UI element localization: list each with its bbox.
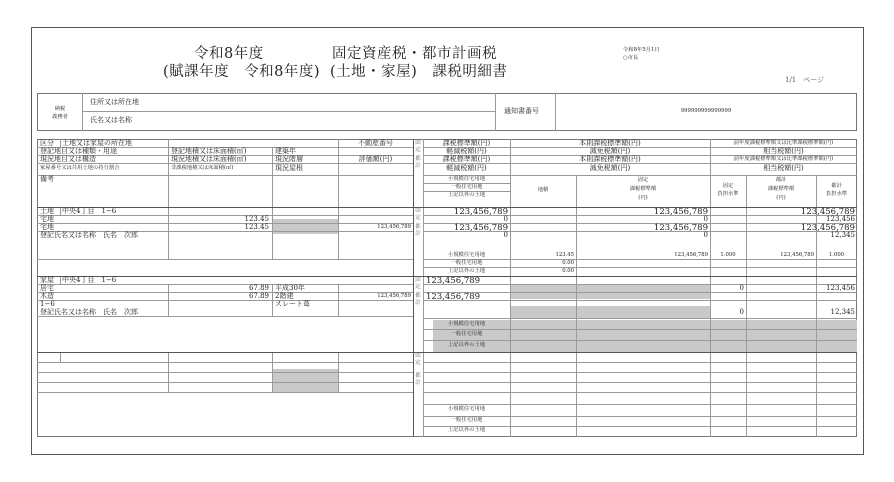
header-fixed-base-3: (円) bbox=[638, 195, 648, 201]
house-roof: スレート葺 bbox=[275, 300, 310, 308]
land-city-label: 都計 bbox=[415, 224, 421, 237]
header-city-base-3: (円) bbox=[776, 195, 786, 201]
land-fixed-equiv: 123,456 bbox=[826, 215, 855, 223]
house-fixed-tax-base: 123,456,789 bbox=[426, 276, 481, 286]
header-main-base-fixed: 本則課税標準額(円) bbox=[579, 139, 641, 147]
land-registered-area: 123.45 bbox=[244, 215, 269, 223]
empty-city-label: 都計 bbox=[415, 373, 421, 386]
house-note: 登記氏名又は名称 氏名 次郎 bbox=[40, 308, 138, 316]
fixed-label: 固定 bbox=[415, 140, 421, 153]
issuer-name: ○市長 bbox=[623, 55, 639, 61]
tax-name-title: 固定資産税・都市計画税 bbox=[332, 46, 497, 62]
header-reduced-city: 軽減税額(円) bbox=[446, 164, 487, 172]
land-city-prev: 123,456,789 bbox=[800, 223, 855, 233]
house-year: 平成30年 bbox=[275, 284, 305, 292]
house-general-residential-label: 一般住宅用地 bbox=[450, 331, 483, 337]
header-city-base-2: 課税標準額 bbox=[767, 186, 795, 192]
header-roof: 現況屋根 bbox=[275, 164, 303, 172]
house-registered-area: 67.89 bbox=[248, 284, 269, 292]
header-reduced-fixed: 軽減税額(円) bbox=[446, 147, 487, 155]
notice-number-label: 通知書番号 bbox=[504, 107, 539, 115]
house-small-residential-label: 小規模住宅用地 bbox=[447, 321, 486, 327]
land-note: 登記氏名又は名称 氏名 次郎 bbox=[40, 231, 138, 239]
issue-date: 令和8年5月1日 bbox=[623, 47, 660, 53]
address-label: 住所又は所在地 bbox=[90, 98, 139, 106]
header-current-use: 現況地目又は構造 bbox=[40, 155, 96, 163]
house-valuation: 123,456,789 bbox=[377, 293, 411, 299]
empty-fixed-label: 固定 bbox=[415, 353, 421, 366]
statement-title: (土地・家屋) 課税明細書 bbox=[330, 64, 508, 80]
land-fixed-label: 固定 bbox=[415, 208, 421, 221]
land-small-residential-label: 小規模住宅用地 bbox=[447, 252, 486, 258]
header-property-number: 不動産番号 bbox=[358, 139, 393, 147]
house-fixed-equiv-2: 123,456 bbox=[826, 284, 855, 292]
header-equiv-city: 相当税額(円) bbox=[763, 164, 804, 172]
land-city-exempt: 0 bbox=[703, 231, 708, 239]
empty-small-residential-label: 小規模住宅用地 bbox=[447, 406, 486, 412]
header-prev-fixed: 前年度課税標準額又は比準課税標準額(円) bbox=[733, 140, 834, 146]
header-other-land: 上記以外の土地 bbox=[447, 192, 486, 198]
header-fixed-base-1: 固定 bbox=[637, 177, 649, 183]
land-small-fixed-base: 123,456,789 bbox=[674, 252, 708, 258]
land-other-area: 0.00 bbox=[562, 268, 574, 274]
land-current-area: 123.45 bbox=[244, 223, 269, 231]
header-registered-area: 登記地積又は床面積(㎡) bbox=[171, 147, 247, 155]
house-kind: 家屋 bbox=[40, 276, 54, 284]
header-location: 土地又は家屋の所在地 bbox=[62, 139, 132, 147]
header-area: 地積 bbox=[537, 187, 549, 193]
land-city-main-base: 123,456,789 bbox=[653, 223, 708, 233]
land-small-area: 123.45 bbox=[555, 252, 574, 258]
house-fixed-equiv: 0 bbox=[739, 284, 744, 292]
house-location: 中央4丁目 1−6 bbox=[62, 276, 117, 284]
land-city-tax-base: 123,456,789 bbox=[453, 223, 508, 233]
land-fixed-exempt: 0 bbox=[703, 215, 708, 223]
header-kind: 区分 bbox=[40, 139, 54, 147]
house-city-equiv-2: 12,345 bbox=[830, 308, 855, 316]
header-equiv-fixed: 相当税額(円) bbox=[763, 147, 804, 155]
house-current-area: 67.89 bbox=[248, 292, 269, 300]
house-other-land-label: 上記以外の土地 bbox=[447, 342, 486, 348]
taxpayer-label: 納税 bbox=[54, 106, 66, 112]
house-city-label: 都計 bbox=[415, 293, 421, 306]
land-valuation: 123,456,789 bbox=[377, 224, 411, 230]
land-fixed-main-base: 123,456,789 bbox=[653, 207, 708, 217]
header-current-area: 現況地積又は床面積(㎡) bbox=[171, 155, 247, 163]
house-current-use: 木造 bbox=[40, 292, 54, 300]
land-small-fixed-burden: 1.000 bbox=[720, 252, 736, 258]
header-exempt-city: 減免税額(円) bbox=[589, 164, 631, 172]
empty-other-land-label: 上記以外の土地 bbox=[447, 427, 486, 433]
header-valuation: 評価額(円) bbox=[358, 155, 393, 163]
land-fixed-prev: 123,456,789 bbox=[800, 207, 855, 217]
fiscal-year-title: 令和8年度 bbox=[194, 46, 264, 62]
header-small-residential: 小規模住宅用地 bbox=[447, 176, 486, 182]
header-prev-city: 前年度課税標準額又は比準課税標準額(円) bbox=[733, 156, 834, 162]
land-location: 中央4丁目 1−6 bbox=[62, 207, 117, 215]
empty-general-residential-label: 一般住宅用地 bbox=[450, 417, 483, 423]
tax-statement-sheet bbox=[31, 27, 864, 455]
header-exempt-fixed: 減免税額(円) bbox=[589, 147, 631, 155]
land-kind: 土地 bbox=[40, 207, 54, 215]
notice-number: 999999999999999 bbox=[680, 108, 732, 114]
header-fixed-burden-1: 固定 bbox=[722, 183, 734, 189]
city-label: 都計 bbox=[415, 156, 421, 169]
header-main-base-city: 本則課税標準額(円) bbox=[579, 155, 641, 163]
house-number: 1−6 bbox=[40, 300, 55, 308]
header-notes: 備考 bbox=[40, 175, 54, 183]
house-registered-use: 居宅 bbox=[40, 284, 54, 292]
header-registered-use: 登記地目又は種類・用途 bbox=[40, 147, 117, 155]
land-registered-use: 宅地 bbox=[40, 215, 54, 223]
land-other-land-label: 上記以外の土地 bbox=[447, 268, 486, 274]
land-current-use: 宅地 bbox=[40, 223, 54, 231]
header-general-residential: 一般住宅用地 bbox=[450, 184, 483, 190]
land-city-reduced: 0 bbox=[503, 231, 508, 239]
header-city-burden-1: 都計 bbox=[831, 183, 842, 189]
name-label: 氏名又は名称 bbox=[90, 116, 132, 124]
header-tax-base-fixed: 課税標準額(円) bbox=[442, 139, 491, 147]
page-indicator: 1/1 ページ bbox=[785, 76, 825, 84]
header-house-number: 家屋番号又は共用土地の持分割合 bbox=[40, 165, 120, 171]
house-floors: 2階建 bbox=[275, 292, 294, 300]
header-city-base-1: 都計 bbox=[775, 177, 787, 183]
header-floors: 現況階層 bbox=[275, 155, 303, 163]
house-city-equiv: 0 bbox=[739, 308, 744, 316]
taxpayer-label-2: 義務者 bbox=[52, 114, 68, 120]
header-tax-base-city: 課税標準額(円) bbox=[442, 155, 491, 163]
header-city-burden-2: 負担水準 bbox=[825, 191, 848, 197]
house-fixed-label: 固定 bbox=[415, 277, 421, 290]
land-general-area: 0.00 bbox=[562, 260, 574, 266]
header-exempt-area: 非課税地積又は床面積(㎡) bbox=[171, 165, 234, 171]
header-fixed-burden-2: 負担水準 bbox=[717, 191, 739, 197]
header-year-built: 建築年 bbox=[275, 147, 296, 155]
header-fixed-base-2: 課税標準額 bbox=[629, 186, 657, 192]
land-small-city-base: 123,456,789 bbox=[780, 252, 814, 258]
land-fixed-reduced: 0 bbox=[503, 215, 508, 223]
land-city-equiv: 12,345 bbox=[830, 231, 855, 239]
land-small-city-burden: 1.000 bbox=[828, 252, 845, 258]
land-general-residential-label: 一般住宅用地 bbox=[450, 260, 483, 266]
house-city-tax-base: 123,456,789 bbox=[426, 292, 481, 302]
land-fixed-tax-base: 123,456,789 bbox=[453, 207, 508, 217]
assessment-year-title: (賦課年度 令和8年度) bbox=[163, 64, 321, 80]
